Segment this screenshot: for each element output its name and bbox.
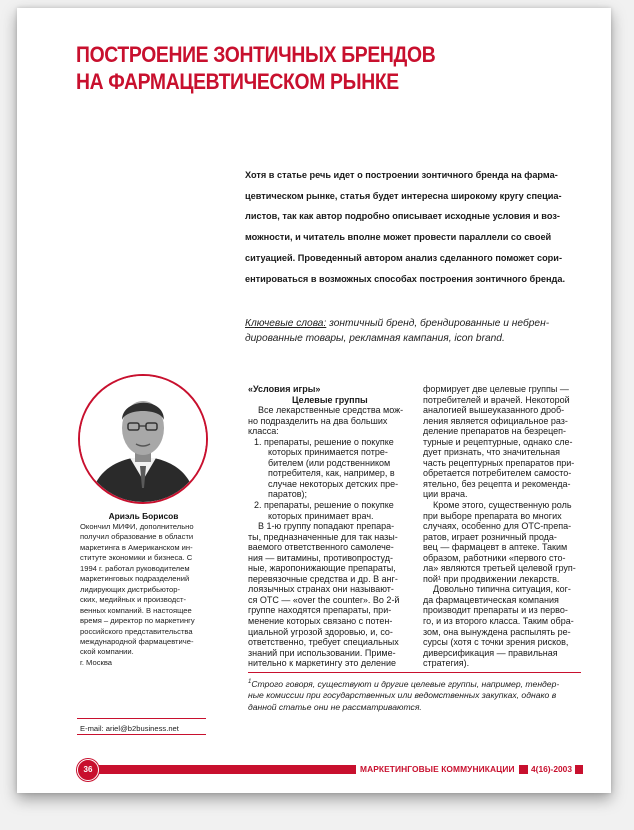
body-text-line: 1. препараты, решение о покупке <box>254 436 394 447</box>
title-line-2: НА ФАРМАЦЕВТИЧЕСКОМ РЫНКЕ <box>76 69 399 94</box>
lead-line: ситуацией. Проведенный автором анализ сделанного поможет сори- <box>245 252 563 263</box>
bio-line: ских, медийных и производст- <box>80 595 187 605</box>
article-title <box>76 41 437 95</box>
body-text-line: ления является официальное раз- <box>423 415 568 426</box>
body-text-line: деление препаратов на безрецеп- <box>423 426 567 437</box>
divider <box>77 734 206 735</box>
bio-line: время – директор по маркетингу <box>80 616 195 626</box>
body-text-line: которых принимает врач. <box>268 510 374 521</box>
page-number: 36 <box>77 759 99 781</box>
bio-line: российского представительства <box>80 626 193 636</box>
lead-line: можности, и читатель вполне может провести параллели со своей <box>245 232 552 243</box>
body-text-line: ответственно, требует специальных <box>248 637 399 648</box>
lead-line: цевтическом рынке, статья будет интересна широкому кругу специа- <box>245 190 562 201</box>
body-text-line: формирует две целевые группы — <box>423 384 569 394</box>
lead-line: ентироваться в возможных способах построения зонтичного бренда. <box>245 273 565 284</box>
body-text-line: вец — фармацевт в аптеке. Таким <box>423 542 568 553</box>
author-photo <box>78 374 208 504</box>
author-email[interactable]: E-mail: ariel@b2business.net <box>80 724 179 733</box>
keywords-line-1: зонтичный бренд, брендированные и небрен- <box>326 318 550 329</box>
article-lead <box>245 165 581 289</box>
body-text-line: бителем (или родственником <box>268 457 391 468</box>
magazine-page <box>17 8 611 793</box>
body-text-line: ния — витамины, противопростуд- <box>248 552 393 563</box>
lead-line: листов, так как автор подробно описывает исходные условия и воз- <box>245 211 560 222</box>
body-text-line: стратегия). <box>423 658 470 669</box>
body-text-line: турные и рецептурные, однако сле- <box>423 436 573 447</box>
footnote <box>248 677 582 714</box>
footnote-divider <box>248 672 581 673</box>
body-text-line: потребителей и врачей. Некоторой <box>423 394 570 405</box>
body-text-line: ты, предназначенные для так назы- <box>248 531 398 542</box>
body-text-line: часть рецептурных препаратов при- <box>423 457 575 468</box>
bio-line: ституте экономики и бизнеса. С <box>80 553 193 563</box>
body-text-line: да фармацевтическая компания <box>423 594 559 605</box>
body-text-line: которых принимается потре- <box>268 447 388 458</box>
body-text-line: аналогией вышеуказанного дроб- <box>423 405 565 416</box>
body-text-line: ные, жаропонижающие препараты, <box>248 563 396 574</box>
body-text-line: нительно к маркетингу это деление <box>248 658 397 669</box>
bio-line: маркетинговых подразделений <box>80 574 190 584</box>
bio-line: лидирующих дистрибьютор- <box>80 584 180 594</box>
body-text-line: циальной угрозой здоровью, и, со- <box>248 626 393 637</box>
body-text-line: ся ОТС — «over the counter». Во 2-й <box>248 594 400 605</box>
body-text-line: но подразделить на два больших <box>248 415 388 426</box>
body-text-line: случаях, особенно для ОТС-препа- <box>423 521 572 532</box>
body-text-line: образом, работники «первого сто- <box>423 552 566 563</box>
bio-line: ской компании. <box>80 647 134 657</box>
body-text-line: при выборе препарата во многих <box>423 510 562 521</box>
body-text-line: менение которых связано с потен- <box>248 616 393 627</box>
keywords-line-2: дированные товары, рекламная кампания, icon brand. <box>245 333 505 344</box>
body-text-line: группе находятся препараты, при- <box>248 605 392 616</box>
body-column-1 <box>248 384 418 669</box>
keywords-label: Ключевые слова: <box>245 318 327 329</box>
section-label: МАРКЕТИНГОВЫЕ КОММУНИКАЦИИ <box>356 760 519 778</box>
body-text-line: В 1-ю группу попадают препара- <box>258 521 395 532</box>
body-column-2 <box>423 384 583 669</box>
body-text-line: сурсы (хотя с точки зрения рисков, <box>423 637 569 648</box>
bio-line: г. Москва <box>80 657 112 667</box>
body-text-line: Все лекарственные средства мож- <box>258 405 404 416</box>
footnote-line: ные комиссии при государственных или ведомственных закупках, однако в <box>248 690 557 701</box>
author-name: Ариэль Борисов <box>108 511 179 521</box>
body-text-line: обретается потребителем самосто- <box>423 468 572 479</box>
subsection-heading: Целевые группы <box>292 394 368 405</box>
body-text-line: случае некоторых детских пре- <box>268 478 399 489</box>
body-text-line: паратов); <box>268 489 307 500</box>
bio-line: получил образование в области <box>80 532 194 542</box>
bio-line: Окончил МИФИ, дополнительно <box>80 522 194 531</box>
bio-line: международной фармацевтиче- <box>80 636 194 646</box>
title-line-1: ПОСТРОЕНИЕ ЗОНТИЧНЫХ БРЕНДОВ <box>76 42 436 67</box>
body-text-line: Довольно типична ситуация, ког- <box>433 584 571 595</box>
body-text-line: производит препараты и из перво- <box>423 605 568 616</box>
body-text-line: ваемого ответственного самолече- <box>248 542 394 553</box>
bio-line: венных компаний. В настоящее <box>80 605 192 615</box>
footnote-line: данной статье они не рассматриваются. <box>248 702 422 713</box>
body-text-line: 2. препараты, решение о покупке <box>254 500 394 511</box>
body-text-line: дует признать, что значительная <box>423 447 560 458</box>
body-text-line: зом, она вынуждена распылять ре- <box>423 626 571 637</box>
footnote-marker: 1 <box>248 679 252 685</box>
divider <box>77 718 206 719</box>
body-text-line: знаний при использовании. Приме- <box>248 647 396 658</box>
body-text-line: класса: <box>248 426 279 437</box>
body-text-line: ятельно, без рецепта и рекоменда- <box>423 478 571 489</box>
bio-line: 1994 г. работал руководителем <box>80 563 190 573</box>
body-text-line: диверсификация — правильная <box>423 647 558 658</box>
bio-line: маркетинга в Американском ин- <box>80 542 193 552</box>
body-text-line: ции врача. <box>423 489 468 500</box>
body-text-line: лоязычных странах они называют- <box>248 584 394 595</box>
body-text-line: ла» являются третьей целевой груп- <box>423 563 576 574</box>
body-text-line: го, и из второго класса. Таким обра- <box>423 616 574 627</box>
body-text-line: ратов, играет розничный прода- <box>423 531 557 542</box>
author-bio <box>80 522 206 668</box>
body-text-line: Кроме этого, существенную роль <box>433 500 572 511</box>
section-heading: «Условия игры» <box>248 384 321 394</box>
footnote-line: $^1$Строго говоря, существуют и другие целевые группы, например, тендер- <box>248 678 560 689</box>
body-text-line: перевязочные средства и др. В анг- <box>248 573 398 584</box>
issue-number: 4(16)-2003 <box>528 760 575 778</box>
author-portrait-icon <box>80 376 206 502</box>
body-text-line: потребителя, как, например, в <box>268 468 395 479</box>
lead-line: Хотя в статье речь идет о построении зонтичного бренда на фарма- <box>245 170 558 180</box>
keywords <box>245 316 581 346</box>
body-text-line: пой¹ при продвижении лекарств. <box>423 573 560 584</box>
